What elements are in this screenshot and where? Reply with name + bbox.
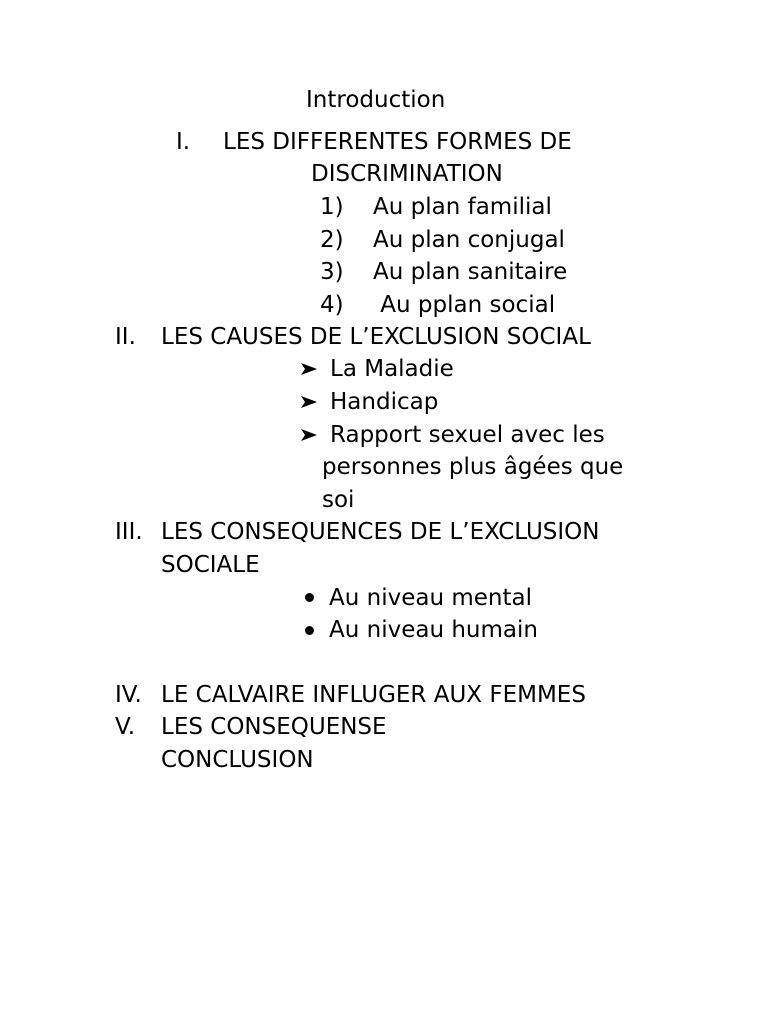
section-2-item-1-label: La Maladie	[330, 356, 454, 382]
section-1-title-line2: DISCRIMINATION	[311, 161, 503, 187]
arrow-bullet-icon	[300, 395, 318, 409]
section-2-item-2-label: Handicap	[330, 389, 439, 415]
introduction-heading: Introduction	[306, 87, 446, 113]
section-3-title-line1: LES CONSEQUENCES DE L’EXCLUSION	[161, 519, 600, 545]
section-1-item-3-number: 3)	[320, 259, 344, 285]
section-1-numeral: I.	[176, 129, 191, 155]
section-2-title: LES CAUSES DE L’EXCLUSION SOCIAL	[161, 324, 591, 350]
section-1-item-3-label: Au plan sanitaire	[373, 259, 568, 285]
section-1-item-4-number: 4)	[320, 292, 344, 318]
section-3-title-line2: SOCIALE	[161, 552, 260, 578]
section-1-item-2-label: Au plan conjugal	[373, 227, 565, 253]
section-1-item-1-label: Au plan familial	[373, 194, 552, 220]
section-4-title: LE CALVAIRE INFLUGER AUX FEMMES	[161, 682, 586, 708]
section-1-title-line1: LES DIFFERENTES FORMES DE	[223, 129, 572, 155]
section-1-item-4-label: Au pplan social	[373, 292, 556, 318]
section-5-title-line1: LES CONSEQUENSE	[161, 714, 387, 740]
section-1-item-1-number: 1)	[320, 194, 344, 220]
section-2-numeral: II.	[115, 324, 136, 350]
section-5-title-line2: CONCLUSION	[161, 747, 314, 773]
section-4-numeral: IV.	[115, 682, 142, 708]
bullet-icon	[305, 626, 314, 635]
section-5-numeral: V.	[115, 714, 136, 740]
arrow-bullet-icon	[300, 428, 318, 442]
section-3-item-1-label: Au niveau mental	[329, 585, 532, 611]
section-3-numeral: III.	[115, 519, 143, 545]
section-2-item-3-label-line1: Rapport sexuel avec les	[330, 422, 605, 448]
section-3-item-2-label: Au niveau humain	[329, 617, 538, 643]
section-1-item-2-number: 2)	[320, 227, 344, 253]
bullet-icon	[305, 593, 314, 602]
arrow-bullet-icon	[300, 362, 318, 376]
section-2-item-3-label-line2: personnes plus âgées que	[322, 454, 624, 480]
section-2-item-3-label-line3: soi	[322, 487, 355, 513]
